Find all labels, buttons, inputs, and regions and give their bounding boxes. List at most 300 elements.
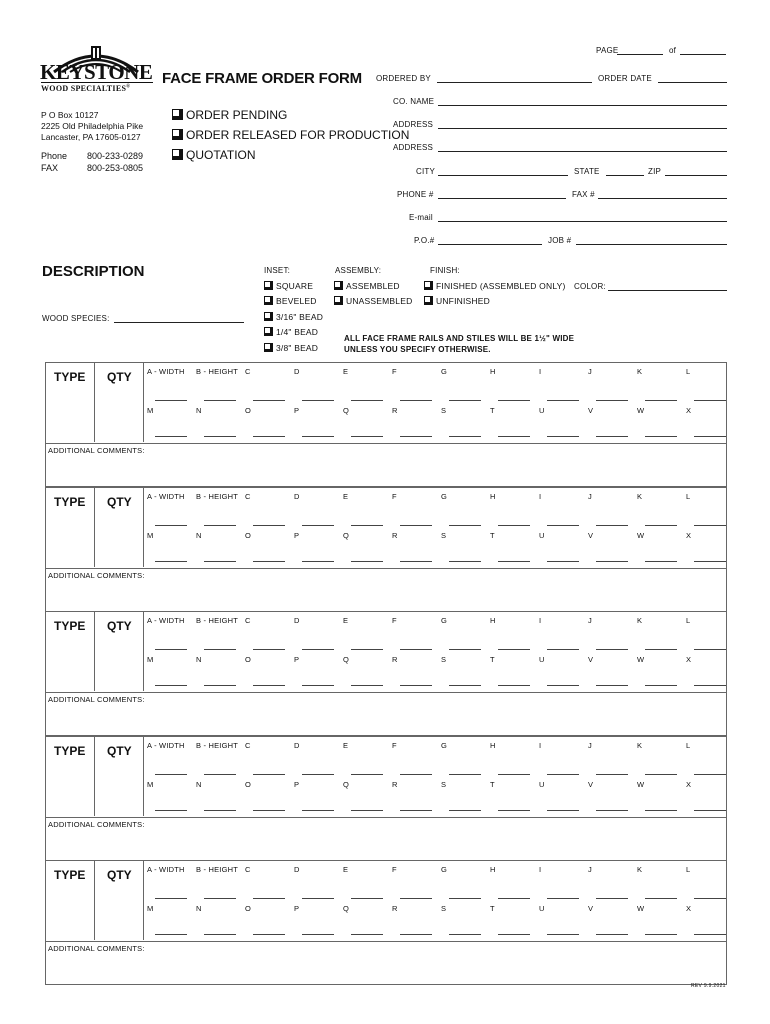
dimension-label: F: [392, 741, 397, 750]
dimension-field[interactable]: [204, 774, 236, 775]
dimension-field[interactable]: [155, 898, 187, 899]
dimension-field[interactable]: [400, 436, 432, 437]
order-date-field[interactable]: [658, 82, 727, 83]
dimension-field[interactable]: [155, 774, 187, 775]
finish-unfinished[interactable]: UNFINISHED: [424, 296, 490, 306]
dimension-label: B - HEIGHT: [196, 367, 239, 376]
dimension-label: O: [245, 655, 252, 664]
checkbox-icon[interactable]: [264, 327, 273, 336]
assembly-assembled[interactable]: ASSEMBLED: [334, 281, 400, 291]
additional-comments-field[interactable]: [45, 442, 727, 487]
type-qty-divider: [94, 487, 95, 567]
description-heading: DESCRIPTION: [42, 263, 145, 280]
dimension-field[interactable]: [498, 934, 530, 935]
dimension-label: M: [147, 904, 154, 913]
dimension-label: Q: [343, 655, 350, 664]
dimension-field[interactable]: [302, 649, 334, 650]
inset-3-8-bead[interactable]: 3/8" BEAD: [264, 343, 318, 353]
dimension-label: L: [686, 616, 691, 625]
dimension-field[interactable]: [400, 934, 432, 935]
dimension-label: X: [686, 406, 692, 415]
dimension-field[interactable]: [253, 898, 285, 899]
dimension-field[interactable]: [351, 436, 383, 437]
inset-1-4-bead[interactable]: 1/4" BEAD: [264, 327, 318, 337]
dimension-label: T: [490, 531, 495, 540]
finish-finished[interactable]: FINISHED (ASSEMBLED ONLY): [424, 281, 566, 291]
dimension-field[interactable]: [645, 436, 677, 437]
dimension-field[interactable]: [498, 525, 530, 526]
dimension-label: U: [539, 531, 545, 540]
dimension-label: T: [490, 406, 495, 415]
dimension-field[interactable]: [645, 649, 677, 650]
dimension-field[interactable]: [498, 400, 530, 401]
page-label: PAGE: [596, 46, 619, 55]
dimension-field[interactable]: [449, 649, 481, 650]
checkbox-icon[interactable]: [172, 149, 183, 160]
status-quotation[interactable]: QUOTATION: [172, 148, 256, 162]
dimension-label: I: [539, 616, 542, 625]
dimension-field[interactable]: [400, 685, 432, 686]
dimension-field[interactable]: [498, 685, 530, 686]
dimension-field[interactable]: [351, 898, 383, 899]
dimension-label: Q: [343, 406, 350, 415]
dimension-label: N: [196, 780, 202, 789]
dimension-field[interactable]: [155, 561, 187, 562]
dimension-label: L: [686, 741, 691, 750]
dimension-field[interactable]: [253, 649, 285, 650]
dimension-field[interactable]: [400, 561, 432, 562]
dimension-field[interactable]: [694, 898, 726, 899]
dimension-field[interactable]: [596, 934, 628, 935]
dimension-field[interactable]: [253, 525, 285, 526]
dimension-field[interactable]: [547, 934, 579, 935]
dimension-label: M: [147, 780, 154, 789]
dimension-field[interactable]: [449, 685, 481, 686]
checkbox-icon[interactable]: [334, 296, 343, 305]
dimension-label: F: [392, 616, 397, 625]
dimension-field[interactable]: [694, 525, 726, 526]
qty-dims-divider: [143, 860, 144, 940]
dimension-label: D: [294, 367, 300, 376]
dimension-label: V: [588, 780, 594, 789]
dimension-field[interactable]: [204, 934, 236, 935]
dimension-field[interactable]: [645, 400, 677, 401]
dimension-label: K: [637, 741, 643, 750]
dimension-field[interactable]: [596, 649, 628, 650]
dimension-field[interactable]: [498, 561, 530, 562]
dimension-label: A - WIDTH: [147, 865, 185, 874]
dimension-label: H: [490, 367, 496, 376]
dimension-field[interactable]: [547, 561, 579, 562]
dimension-field[interactable]: [351, 525, 383, 526]
logo-tagline: WOOD SPECIALTIES®: [41, 84, 131, 93]
dimension-field[interactable]: [351, 400, 383, 401]
dimension-field[interactable]: [498, 649, 530, 650]
dimension-label: J: [588, 367, 592, 376]
dimension-field[interactable]: [302, 436, 334, 437]
qty-label: QTY: [107, 370, 132, 384]
dimension-field[interactable]: [694, 400, 726, 401]
dimension-field[interactable]: [645, 685, 677, 686]
dimension-field[interactable]: [449, 436, 481, 437]
dimension-field[interactable]: [694, 685, 726, 686]
dimension-field[interactable]: [351, 649, 383, 650]
job-field[interactable]: [576, 244, 727, 245]
color-field[interactable]: [608, 290, 727, 291]
po-field[interactable]: [438, 244, 542, 245]
state-label: STATE: [574, 167, 600, 176]
dimension-label: L: [686, 492, 691, 501]
dimension-label: I: [539, 865, 542, 874]
dimension-field[interactable]: [498, 774, 530, 775]
dimension-field[interactable]: [596, 898, 628, 899]
order-block: [45, 362, 727, 488]
address2-field[interactable]: [438, 151, 727, 152]
dimension-field[interactable]: [449, 774, 481, 775]
dimension-label: N: [196, 406, 202, 415]
dimension-label: G: [441, 865, 448, 874]
dimension-field[interactable]: [351, 561, 383, 562]
dimension-label: K: [637, 492, 643, 501]
dimension-field[interactable]: [302, 561, 334, 562]
dimension-field[interactable]: [547, 774, 579, 775]
dimension-field[interactable]: [302, 810, 334, 811]
dimension-label: D: [294, 616, 300, 625]
dimension-field[interactable]: [302, 400, 334, 401]
dimension-field[interactable]: [204, 898, 236, 899]
dimension-label: R: [392, 655, 398, 664]
dimension-label: W: [637, 531, 645, 540]
dimension-label: D: [294, 492, 300, 501]
checkbox-icon[interactable]: [172, 109, 183, 120]
dimension-field[interactable]: [694, 810, 726, 811]
checkbox-icon[interactable]: [264, 312, 273, 321]
address1-field[interactable]: [438, 128, 727, 129]
form-title: FACE FRAME ORDER FORM: [162, 70, 362, 87]
dimension-label: O: [245, 780, 252, 789]
dimension-label: P: [294, 904, 300, 913]
qty-dims-divider: [143, 487, 144, 567]
dimension-field[interactable]: [449, 561, 481, 562]
dimension-label: L: [686, 865, 691, 874]
dimension-field[interactable]: [547, 400, 579, 401]
dimension-label: N: [196, 531, 202, 540]
dimension-label: H: [490, 741, 496, 750]
dimension-field[interactable]: [694, 774, 726, 775]
address1-label: ADDRESS: [393, 120, 434, 129]
dimension-field[interactable]: [400, 810, 432, 811]
dimension-label: R: [392, 531, 398, 540]
dimension-field[interactable]: [596, 436, 628, 437]
dimension-field[interactable]: [400, 400, 432, 401]
dimension-label: W: [637, 780, 645, 789]
state-field[interactable]: [606, 175, 644, 176]
dimension-label: P: [294, 406, 300, 415]
dimension-label: D: [294, 865, 300, 874]
dimension-label: V: [588, 406, 594, 415]
dimension-label: E: [343, 492, 349, 501]
dimension-label: S: [441, 406, 447, 415]
dimension-field[interactable]: [351, 810, 383, 811]
assembly-label: ASSEMBLY:: [335, 266, 382, 275]
dimension-label: C: [245, 741, 251, 750]
dimension-label: A - WIDTH: [147, 367, 185, 376]
page-field[interactable]: [617, 54, 663, 55]
dimension-label: R: [392, 780, 398, 789]
additional-comments-label: ADDITIONAL COMMENTS:: [48, 571, 145, 580]
co-name-label: CO. NAME: [393, 97, 435, 106]
dimension-label: S: [441, 780, 447, 789]
inset-beveled[interactable]: BEVELED: [264, 296, 317, 306]
dimension-label: X: [686, 780, 692, 789]
company-logo: [40, 44, 152, 104]
dimension-field[interactable]: [302, 898, 334, 899]
dimension-label: A - WIDTH: [147, 616, 185, 625]
dimension-field[interactable]: [400, 525, 432, 526]
dimension-label: N: [196, 655, 202, 664]
dimension-field[interactable]: [400, 898, 432, 899]
city-label: CITY: [416, 167, 436, 176]
dimension-label: X: [686, 904, 692, 913]
city-field[interactable]: [438, 175, 568, 176]
dimension-label: D: [294, 741, 300, 750]
zip-label: ZIP: [648, 167, 662, 176]
fax-label: FAX #: [572, 190, 595, 199]
dimension-field[interactable]: [547, 810, 579, 811]
qty-dims-divider: [143, 362, 144, 442]
email-field[interactable]: [438, 221, 727, 222]
zip-field[interactable]: [665, 175, 727, 176]
order-block: [45, 860, 727, 986]
checkbox-icon[interactable]: [334, 281, 343, 290]
dimension-label: W: [637, 904, 645, 913]
dimension-field[interactable]: [253, 774, 285, 775]
color-label: COLOR:: [574, 282, 606, 291]
co-name-field[interactable]: [438, 105, 727, 106]
dimension-field[interactable]: [400, 774, 432, 775]
dimension-field[interactable]: [351, 934, 383, 935]
dimension-field[interactable]: [204, 436, 236, 437]
qty-label: QTY: [107, 868, 132, 882]
dimension-field[interactable]: [253, 685, 285, 686]
dimension-label: T: [490, 780, 495, 789]
dimension-field[interactable]: [498, 810, 530, 811]
checkbox-icon[interactable]: [264, 296, 273, 305]
of-label: of: [669, 46, 677, 55]
job-label: JOB #: [548, 236, 572, 245]
dimension-field[interactable]: [302, 525, 334, 526]
dimension-label: K: [637, 367, 643, 376]
dimension-field[interactable]: [253, 436, 285, 437]
dimension-field[interactable]: [596, 685, 628, 686]
qty-dims-divider: [143, 611, 144, 691]
dimension-field[interactable]: [694, 561, 726, 562]
additional-comments-field[interactable]: [45, 691, 727, 736]
dimension-label: S: [441, 904, 447, 913]
width-note: ALL FACE FRAME RAILS AND STILES WILL BE 1½" WIDE UNLESS YOU SPECIFY OTHERWISE.: [344, 334, 575, 354]
dimension-field[interactable]: [400, 649, 432, 650]
dimension-field[interactable]: [596, 525, 628, 526]
inset-square[interactable]: SQUARE: [264, 281, 313, 291]
dimension-field[interactable]: [498, 898, 530, 899]
dimension-label: S: [441, 655, 447, 664]
page-total-field[interactable]: [680, 54, 726, 55]
dimension-field[interactable]: [155, 649, 187, 650]
type-label: TYPE: [54, 370, 86, 384]
dimension-field[interactable]: [351, 685, 383, 686]
dimension-label: B - HEIGHT: [196, 741, 239, 750]
dimension-field[interactable]: [547, 436, 579, 437]
dimension-label: U: [539, 655, 545, 664]
company-phone: Phone 800-233-0289: [41, 151, 144, 161]
status-order-pending[interactable]: ORDER PENDING: [172, 108, 287, 122]
dimension-label: Q: [343, 904, 350, 913]
dimension-field[interactable]: [547, 525, 579, 526]
dimension-label: S: [441, 531, 447, 540]
dimension-label: O: [245, 406, 252, 415]
dimension-label: K: [637, 865, 643, 874]
dimension-label: V: [588, 655, 594, 664]
checkbox-icon[interactable]: [172, 129, 183, 140]
dimension-field[interactable]: [302, 774, 334, 775]
revision-label: REV 9.9.2021: [691, 983, 726, 989]
additional-comments-field[interactable]: [45, 940, 727, 985]
type-qty-divider: [94, 736, 95, 816]
dimension-label: U: [539, 780, 545, 789]
dimension-field[interactable]: [596, 400, 628, 401]
type-qty-divider: [94, 611, 95, 691]
type-label: TYPE: [54, 619, 86, 633]
dimension-field[interactable]: [645, 525, 677, 526]
qty-label: QTY: [107, 619, 132, 633]
dimension-label: H: [490, 616, 496, 625]
dimension-field[interactable]: [253, 561, 285, 562]
dimension-field[interactable]: [204, 561, 236, 562]
dimension-field[interactable]: [155, 525, 187, 526]
dimension-field[interactable]: [204, 810, 236, 811]
phone-field[interactable]: [438, 198, 566, 199]
additional-comments-label: ADDITIONAL COMMENTS:: [48, 446, 145, 455]
order-block: [45, 736, 727, 862]
dimension-label: O: [245, 531, 252, 540]
dimension-label: P: [294, 531, 300, 540]
dimension-label: C: [245, 616, 251, 625]
dimension-label: I: [539, 367, 542, 376]
dimension-field[interactable]: [498, 436, 530, 437]
dimension-field[interactable]: [449, 898, 481, 899]
dimension-field[interactable]: [155, 685, 187, 686]
dimension-label: N: [196, 904, 202, 913]
dimension-label: C: [245, 865, 251, 874]
qty-dims-divider: [143, 736, 144, 816]
dimension-label: I: [539, 741, 542, 750]
additional-comments-field[interactable]: [45, 567, 727, 612]
dimension-label: A - WIDTH: [147, 741, 185, 750]
dimension-field[interactable]: [547, 898, 579, 899]
dimension-field[interactable]: [302, 934, 334, 935]
inset-3-16-bead[interactable]: 3/16" BEAD: [264, 312, 323, 322]
dimension-field[interactable]: [596, 774, 628, 775]
dimension-label: J: [588, 492, 592, 501]
dimension-field[interactable]: [155, 810, 187, 811]
dimension-field[interactable]: [204, 525, 236, 526]
checkbox-icon[interactable]: [264, 281, 273, 290]
status-order-released[interactable]: ORDER RELEASED FOR PRODUCTION: [172, 128, 409, 142]
dimension-field[interactable]: [449, 810, 481, 811]
checkbox-icon[interactable]: [424, 281, 433, 290]
logo-brand: KEYSTONE: [40, 60, 153, 84]
dimension-field[interactable]: [645, 934, 677, 935]
dimension-label: X: [686, 655, 692, 664]
dimension-field[interactable]: [204, 400, 236, 401]
dimension-label: R: [392, 406, 398, 415]
dimension-field[interactable]: [694, 649, 726, 650]
dimension-label: Q: [343, 780, 350, 789]
checkbox-icon[interactable]: [424, 296, 433, 305]
dimension-field[interactable]: [204, 685, 236, 686]
dimension-label: H: [490, 865, 496, 874]
assembly-unassembled[interactable]: UNASSEMBLED: [334, 296, 412, 306]
dimension-field[interactable]: [596, 561, 628, 562]
dimension-label: Q: [343, 531, 350, 540]
company-address: P O Box 10127 2225 Old Philadelphia Pike Lancaster, PA 17605-0127: [41, 110, 144, 142]
dimension-label: M: [147, 655, 154, 664]
dimension-label: R: [392, 904, 398, 913]
dimension-field[interactable]: [645, 898, 677, 899]
dimension-label: G: [441, 616, 448, 625]
dimension-field[interactable]: [645, 561, 677, 562]
checkbox-icon[interactable]: [264, 343, 273, 352]
dimension-field[interactable]: [155, 436, 187, 437]
dimension-label: W: [637, 655, 645, 664]
dimension-field[interactable]: [694, 934, 726, 935]
dimension-label: E: [343, 367, 349, 376]
dimension-field[interactable]: [694, 436, 726, 437]
company-fax: FAX 800-253-0805: [41, 163, 144, 173]
dimension-label: P: [294, 655, 300, 664]
fax-field[interactable]: [598, 198, 727, 199]
dimension-field[interactable]: [351, 774, 383, 775]
dimension-label: M: [147, 531, 154, 540]
additional-comments-label: ADDITIONAL COMMENTS:: [48, 944, 145, 953]
dimension-field[interactable]: [253, 934, 285, 935]
dimension-label: F: [392, 492, 397, 501]
dimension-field[interactable]: [547, 685, 579, 686]
dimension-field[interactable]: [253, 400, 285, 401]
ordered-by-field[interactable]: [437, 82, 592, 83]
type-label: TYPE: [54, 495, 86, 509]
dimension-field[interactable]: [155, 934, 187, 935]
dimension-label: I: [539, 492, 542, 501]
dimension-field[interactable]: [449, 525, 481, 526]
dimension-field[interactable]: [204, 649, 236, 650]
dimension-field[interactable]: [449, 934, 481, 935]
dimension-field[interactable]: [596, 810, 628, 811]
dimension-field[interactable]: [645, 774, 677, 775]
dimension-field[interactable]: [645, 810, 677, 811]
dimension-label: K: [637, 616, 643, 625]
dimension-label: U: [539, 406, 545, 415]
dimension-label: V: [588, 531, 594, 540]
dimension-field[interactable]: [155, 400, 187, 401]
dimension-field[interactable]: [449, 400, 481, 401]
dimension-field[interactable]: [547, 649, 579, 650]
dimension-field[interactable]: [253, 810, 285, 811]
wood-species-field[interactable]: [114, 322, 244, 323]
dimension-label: J: [588, 616, 592, 625]
additional-comments-field[interactable]: [45, 816, 727, 861]
dimension-field[interactable]: [302, 685, 334, 686]
